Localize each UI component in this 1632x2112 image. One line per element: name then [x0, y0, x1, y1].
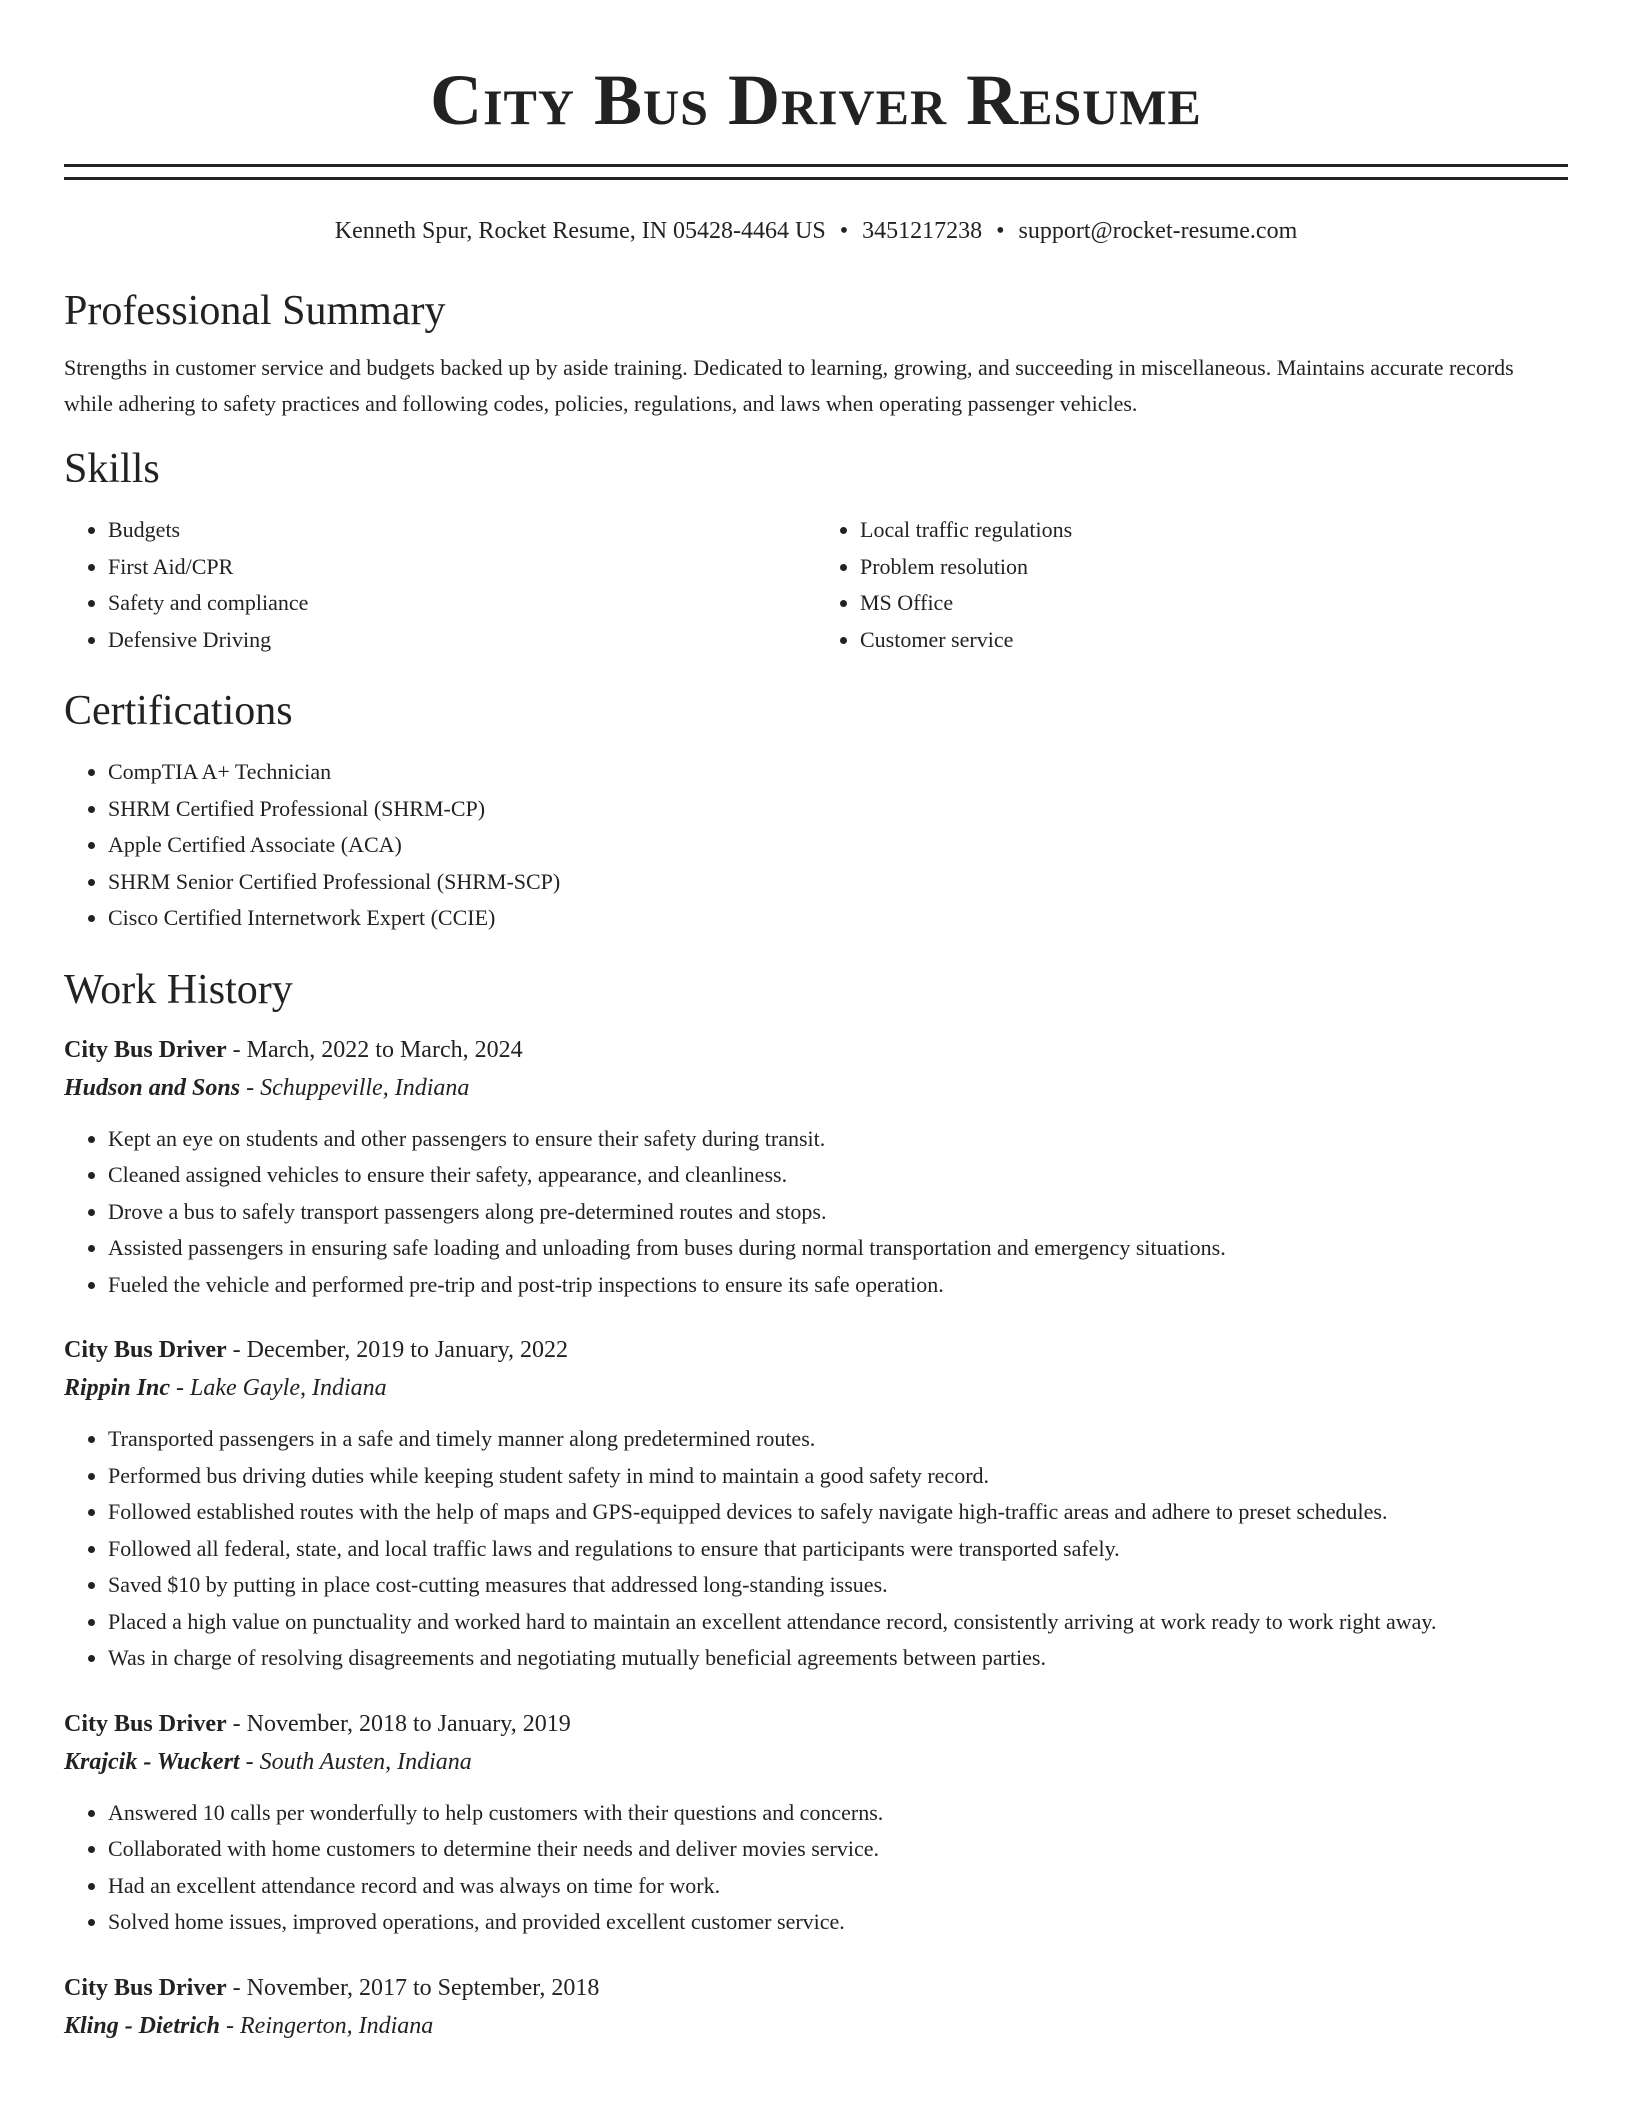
job-duties-list — [64, 1121, 1568, 1304]
job-company-line — [64, 1069, 1568, 1107]
job-location: - Schuppeville, Indiana — [240, 1074, 470, 1101]
job-entry — [64, 1031, 1568, 1304]
work-history-heading: Work History — [64, 966, 293, 1013]
list-item: • SHRM Certified Professional (SHRM-CP) — [108, 791, 1568, 828]
list-item: • Was in charge of resolving disagreements and negotiating mutually beneficial agreements between parties. — [108, 1640, 1568, 1677]
list-item: • Safety and compliance — [108, 585, 816, 622]
list-item: • Fueled the vehicle and performed pre-trip and post-trip inspections to ensure its safe operation. — [108, 1267, 1568, 1304]
job-dates: - November, 2017 to September, 2018 — [226, 1974, 600, 2001]
job-entry — [64, 1705, 1568, 1941]
job-company: Krajcik - Wuckert — [64, 1748, 240, 1775]
list-item: • Collaborated with home customers to determine their needs and deliver movies service. — [108, 1831, 1568, 1868]
list-item: • Had an excellent attendance record and was always on time for work. — [108, 1868, 1568, 1905]
job-role: City Bus Driver — [64, 1974, 227, 2001]
job-dates: - March, 2022 to March, 2024 — [226, 1036, 523, 1063]
job-dates: - December, 2019 to January, 2022 — [226, 1337, 569, 1363]
contact-line — [64, 216, 1568, 246]
job-title-line — [64, 1969, 1568, 2007]
job-role: City Bus Driver — [64, 1710, 227, 1737]
skills-right-list — [816, 512, 1568, 658]
list-item: • Followed all federal, state, and local traffic laws and regulations to ensure that participants were transported safely. — [108, 1531, 1568, 1568]
list-item: • Apple Certified Associate (ACA) — [108, 827, 1568, 864]
list-item: • Local traffic regulations — [860, 512, 1568, 549]
skills-heading: Skills — [64, 446, 160, 492]
contact-separator: • — [996, 218, 1005, 244]
list-item: • Budgets — [108, 512, 816, 549]
list-item: • Drove a bus to safely transport passengers along pre-determined routes and stops. — [108, 1194, 1568, 1231]
contact-phone: 3451217238 — [862, 218, 983, 244]
job-duties-list — [64, 1795, 1568, 1941]
job-location: - South Austen, Indiana — [239, 1748, 472, 1775]
list-item: • Assisted passengers in ensuring safe loading and unloading from buses during normal transportation and emergency situations. — [108, 1230, 1568, 1267]
list-item: • Performed bus driving duties while keeping student safety in mind to maintain a good safety record. — [108, 1458, 1568, 1495]
job-company-line — [64, 2007, 1568, 2045]
job-title-line — [64, 1031, 1568, 1069]
list-item: • Solved home issues, improved operations, and provided excellent customer service. — [108, 1904, 1568, 1941]
skills-left-list — [64, 512, 816, 658]
job-dates: - November, 2018 to January, 2019 — [226, 1710, 571, 1737]
list-item: • CompTIA A+ Technician — [108, 754, 1568, 791]
list-item: • Transported passengers in a safe and timely manner along predetermined routes. — [108, 1421, 1568, 1458]
list-item: • Defensive Driving — [108, 622, 816, 659]
resume-page — [64, 0, 1568, 2045]
job-location: - Reingerton, Indiana — [220, 2012, 434, 2039]
job-company-line — [64, 1369, 1568, 1407]
title-double-rule — [64, 164, 1568, 180]
job-title-line — [64, 1705, 1568, 1743]
list-item: • Kept an eye on students and other passengers to ensure their safety during transit. — [108, 1121, 1568, 1158]
contact-address: Kenneth Spur, Rocket Resume, IN 05428-4464 US — [334, 218, 826, 244]
job-title-line — [64, 1331, 1568, 1369]
summary-heading: Professional Summary — [64, 288, 446, 334]
list-item: • Cisco Certified Internetwork Expert (CCIE) — [108, 900, 1568, 937]
job-company: Hudson and Sons — [64, 1074, 241, 1101]
job-company-line — [64, 1743, 1568, 1781]
certifications-list — [64, 754, 1568, 937]
list-item: • First Aid/CPR — [108, 549, 816, 586]
list-item: • MS Office — [860, 585, 1568, 622]
job-role: City Bus Driver — [64, 1337, 227, 1363]
list-item: • Placed a high value on punctuality and worked hard to maintain an excellent attendance record, consistently arriving at work ready to work right away. — [108, 1604, 1568, 1641]
job-entry — [64, 1969, 1568, 2045]
job-entry — [64, 1331, 1568, 1677]
job-location: - Lake Gayle, Indiana — [170, 1375, 387, 1401]
summary-text: Strengths in customer service and budgets backed up by aside training. Dedicated to learning, growing, and succeeding in miscellaneous. Maintains accurate records while adhering to safety practices and following codes, policies, regulations, and laws when operating passenger vehicles. — [64, 355, 1514, 416]
job-company: Kling - Dietrich — [64, 2012, 221, 2039]
list-item: • SHRM Senior Certified Professional (SHRM-SCP) — [108, 864, 1568, 901]
job-role: City Bus Driver — [64, 1036, 227, 1063]
skills-columns — [64, 512, 1568, 658]
list-item: • Customer service — [860, 622, 1568, 659]
list-item: • Answered 10 calls per wonderfully to help customers with their questions and concerns. — [108, 1795, 1568, 1832]
list-item: • Saved $10 by putting in place cost-cutting measures that addressed long-standing issues. — [108, 1567, 1568, 1604]
list-item: • Followed established routes with the help of maps and GPS-equipped devices to safely navigate high-traffic areas and adhere to preset schedules. — [108, 1494, 1568, 1531]
contact-separator: • — [839, 218, 849, 244]
work-history-list — [64, 1031, 1568, 2045]
list-item: • Problem resolution — [860, 549, 1568, 586]
resume-title: City Bus Driver Resume — [430, 60, 1202, 140]
certifications-heading: Certifications — [64, 688, 293, 734]
list-item: • Cleaned assigned vehicles to ensure their safety, appearance, and cleanliness. — [108, 1157, 1568, 1194]
job-duties-list — [64, 1421, 1568, 1677]
job-company: Rippin Inc — [64, 1375, 171, 1401]
contact-email: support@rocket-resume.com — [1018, 218, 1298, 244]
